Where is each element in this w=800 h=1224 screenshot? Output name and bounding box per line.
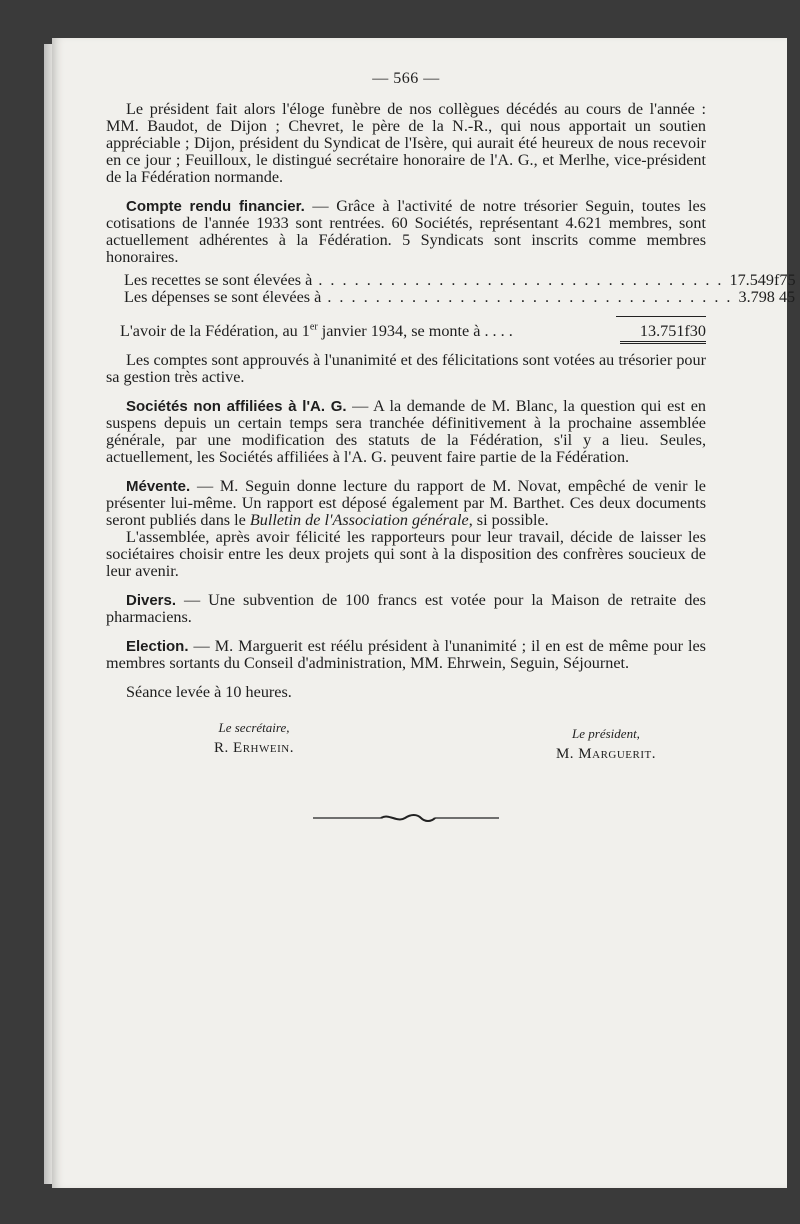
ledger: [106, 271, 796, 344]
signatures: [106, 719, 706, 763]
ledger-row-depenses: [124, 288, 796, 306]
ledger-total: 13.751f30: [620, 323, 706, 344]
paragraph-seance: Séance levée à 10 heures.: [126, 683, 292, 701]
section-title: Mévente.: [126, 478, 191, 495]
ledger-row-avoir: [120, 323, 706, 344]
section-text-end: , si possible.: [468, 511, 549, 529]
section-text: — M. Seguin donne lecture du rapport de M. Novat, empêché de venir le présenter lui-même. Un rapport est déposé également par M. Barthet. Ces deux documents seront publiés dans le: [106, 477, 706, 529]
section-text: — Une subvention de 100 francs est votée pour la Maison de retraite des pharmaciens.: [106, 591, 706, 626]
section-text: — Grâce à l'activité de notre trésorier Seguin, toutes les cotisations de l'année 1933 sont rentrées. 60 Sociétés, représentant 4.621 membres, sont actuellement adhérentes à la Fédération. 5 Syndicats sont inscrits comme membres honoraires.: [106, 197, 706, 266]
page-content: [106, 64, 796, 828]
leader-dots: . . . . . . . . . . . . . . . . . . . . . . . . . . . . . . . . . .: [327, 288, 733, 306]
avoir-label-pre: L'avoir de la Fédération, au 1: [120, 322, 310, 340]
section-election: [106, 638, 706, 672]
section-societes: [106, 398, 706, 466]
signature-secretaire: [154, 719, 354, 763]
sum-rule: [616, 316, 706, 317]
ledger-label: Les dépenses se sont élevées à: [124, 288, 322, 306]
ledger-label: Les recettes se sont élevées à: [124, 271, 313, 289]
section-compte-rendu: [106, 198, 706, 266]
section-text: — M. Marguerit est réélu président à l'unanimité ; il en est de même pour les membres sortants du Conseil d'administration, MM. Ehrwein, Seguin, Séjournet.: [106, 637, 706, 672]
leader-dots: . . . . . . . . . . . . . . . . . . . . . . . . . . . . . . . . . .: [318, 271, 724, 289]
section-mevente: [106, 478, 706, 529]
avoir-label-sup: er: [309, 321, 318, 333]
signature-name: R. Erhwein.: [214, 740, 294, 756]
signature-role: Le président,: [572, 726, 640, 741]
page-number: — 566 —: [372, 70, 440, 87]
section-title: Election.: [126, 638, 189, 655]
paragraph-eloge: Le président fait alors l'éloge funèbre de nos collègues décédés au cours de l'année : MM. Baudot, de Dijon ; Chevret, le père de la N.-R., qui nous apportait un soutien appréciable ; Dijon, président du Syndicat de l'Isère, qui aurait été heureux de nous recevoir en ce jour ; Feuilloux, le distingué secrétaire honoraire de l'A. G., et Merlhe, vice-président de la Fédération normande.: [106, 100, 706, 186]
section-text: — A la demande de M. Blanc, la question qui est en suspens depuis un certain temps sera tranchée définitivement à la prochaine assemblée générale, par une modification des statuts de la Fédération, s'il y a lieu. Seules, actuellement, les Sociétés affiliées à l'A. G. peuvent faire partie de la Fédération.: [106, 397, 706, 466]
paragraph-assemblee: L'assemblée, après avoir félicité les rapporteurs pour leur travail, décide de laisser les sociétaires choisir entre les deux projets qui sont à la disposition des confrères soucieux de leur avenir.: [106, 528, 706, 580]
ledger-amount: 17.549f75: [729, 271, 796, 289]
avoir-label-post: janvier 1934, se monte à . . . .: [317, 322, 513, 340]
ornament-divider: [106, 811, 706, 828]
section-title: Compte rendu financier.: [126, 198, 305, 215]
paragraph-comptes: Les comptes sont approuvés à l'unanimité et des félicitations sont votées au trésorier pour sa gestion très active.: [106, 351, 706, 386]
section-title: Divers.: [126, 592, 177, 609]
ledger-row-recettes: [124, 271, 796, 289]
section-title: Sociétés non affiliées à l'A. G.: [126, 398, 347, 415]
bulletin-title: Bulletin de l'Association générale: [249, 511, 469, 529]
ledger-label: [120, 323, 620, 340]
ledger-amount: 3.798 45: [738, 288, 796, 306]
section-divers: [106, 592, 706, 626]
signature-role: Le secrétaire,: [218, 720, 290, 735]
signature-president: [506, 725, 706, 763]
signature-name: M. Marguerit.: [555, 746, 657, 762]
